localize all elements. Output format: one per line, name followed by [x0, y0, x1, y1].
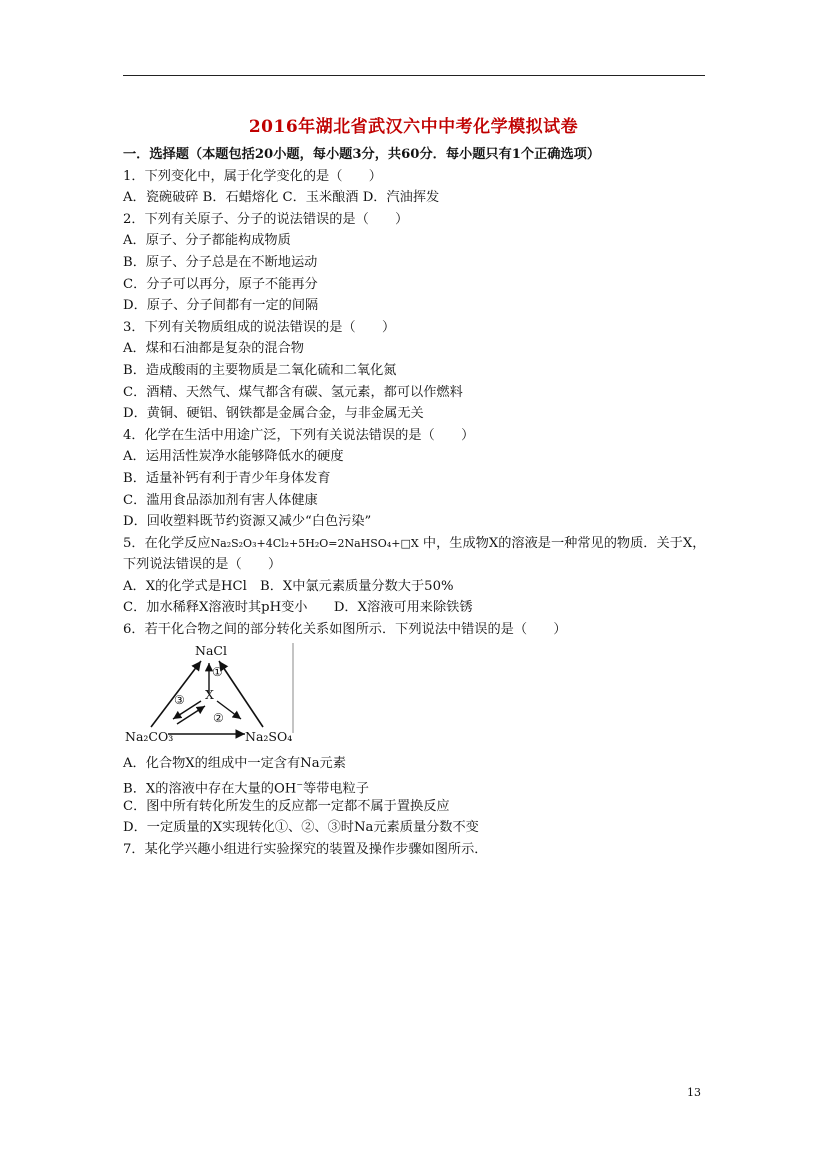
q3-option-c: C．酒精、天然气、煤气都含有碳、氢元素，都可以作燃料 — [123, 384, 463, 400]
q1-stem: 1．下列变化中，属于化学变化的是（ ） — [123, 168, 382, 184]
q2-option-b: B．原子、分子总是在不断地运动 — [123, 254, 318, 270]
q6-option-d: D．一定质量的X实现转化①、②、③时Na元素质量分数不变 — [123, 820, 479, 836]
diagram-label-3: ③ — [174, 692, 185, 707]
q2-option-a: A．原子、分子都能构成物质 — [123, 233, 291, 249]
header-rule — [123, 75, 705, 76]
q5-options-cd: C．加水稀释X溶液时其pH变小 D．X溶液可用来除铁锈 — [123, 600, 473, 616]
q2-option-d: D．原子、分子间都有一定的间隔 — [123, 298, 319, 314]
diagram-label-2: ② — [213, 710, 224, 725]
q6-option-b — [123, 774, 713, 796]
q1-options: A．瓷碗破碎 B．石蜡熔化 C．玉米酿酒 D．汽油挥发 — [123, 190, 440, 206]
q6-option-b-charge: − — [296, 780, 303, 790]
q7-stem: 7．某化学兴趣小组进行实验探究的装置及操作步骤如图所示． — [123, 842, 488, 858]
page-number: 13 — [687, 1086, 701, 1099]
q5-stem-pre: 5．在化学反应 — [123, 535, 211, 551]
diagram-node-right: Na₂SO₄ — [245, 728, 293, 744]
q6-option-b-post: 等带电粒子 — [302, 781, 369, 797]
q2-stem: 2．下列有关原子、分子的说法错误的是（ ） — [123, 211, 409, 227]
q6-option-c: C．图中所有转化所发生的反应都一定都不属于置换反应 — [123, 798, 450, 814]
q6-option-b-pre: B．X的溶液中存在大量的OH — [123, 781, 297, 797]
exam-content — [123, 144, 713, 861]
q3-stem: 3．下列有关物质组成的说法错误的是（ ） — [123, 319, 396, 335]
q6-option-a: A．化合物X的组成中一定含有Na元素 — [123, 755, 346, 771]
diagram-node-left: Na₂CO₃ — [125, 728, 174, 744]
q4-option-a: A．运用活性炭净水能够降低水的硬度 — [123, 449, 344, 465]
diagram-node-top: NaCl — [195, 642, 227, 658]
q5-stem — [123, 533, 713, 576]
q5-options-ab: A．X的化学式是HCl B．X中氯元素质量分数大于50% — [123, 578, 454, 594]
diagram-label-1: ① — [212, 664, 223, 679]
q2-option-c: C．分子可以再分，原子不能再分 — [123, 276, 318, 292]
q3-option-a: A．煤和石油都是复杂的混合物 — [123, 341, 304, 357]
q4-option-c: C．滥用食品添加剂有害人体健康 — [123, 492, 318, 508]
q3-option-b: B．造成酸雨的主要物质是二氧化硫和二氧化氮 — [123, 362, 397, 378]
q5-stem-post: 中，生成物X的溶液是一种常见的物质．关于X，下列说法错误的是（ ） — [123, 535, 706, 573]
section-heading: 一．选择题（本题包括20小题，每小题3分，共60分．每小题只有1个正确选项） — [123, 147, 601, 162]
q4-option-b: B．适量补钙有利于青少年身体发育 — [123, 470, 331, 486]
q4-option-d: D．回收塑料既节约资源又减少“白色污染” — [123, 514, 372, 530]
q4-stem: 4．化学在生活中用途广泛，下列有关说法错误的是（ ） — [123, 427, 475, 443]
conversion-diagram — [123, 643, 298, 751]
q3-option-d: D．黄铜、硬铝、钢铁都是金属合金，与非金属无关 — [123, 406, 424, 422]
diagram-node-center: X — [205, 686, 214, 702]
exam-title: 2016年湖北省武汉六中中考化学模拟试卷 — [248, 117, 579, 137]
q6-stem: 6．若干化合物之间的部分转化关系如图所示．下列说法中错误的是（ ） — [123, 622, 567, 638]
q5-formula: Na₂S₂O₃+4Cl₂+5H₂O=2NaHSO₄+□X — [210, 536, 419, 550]
